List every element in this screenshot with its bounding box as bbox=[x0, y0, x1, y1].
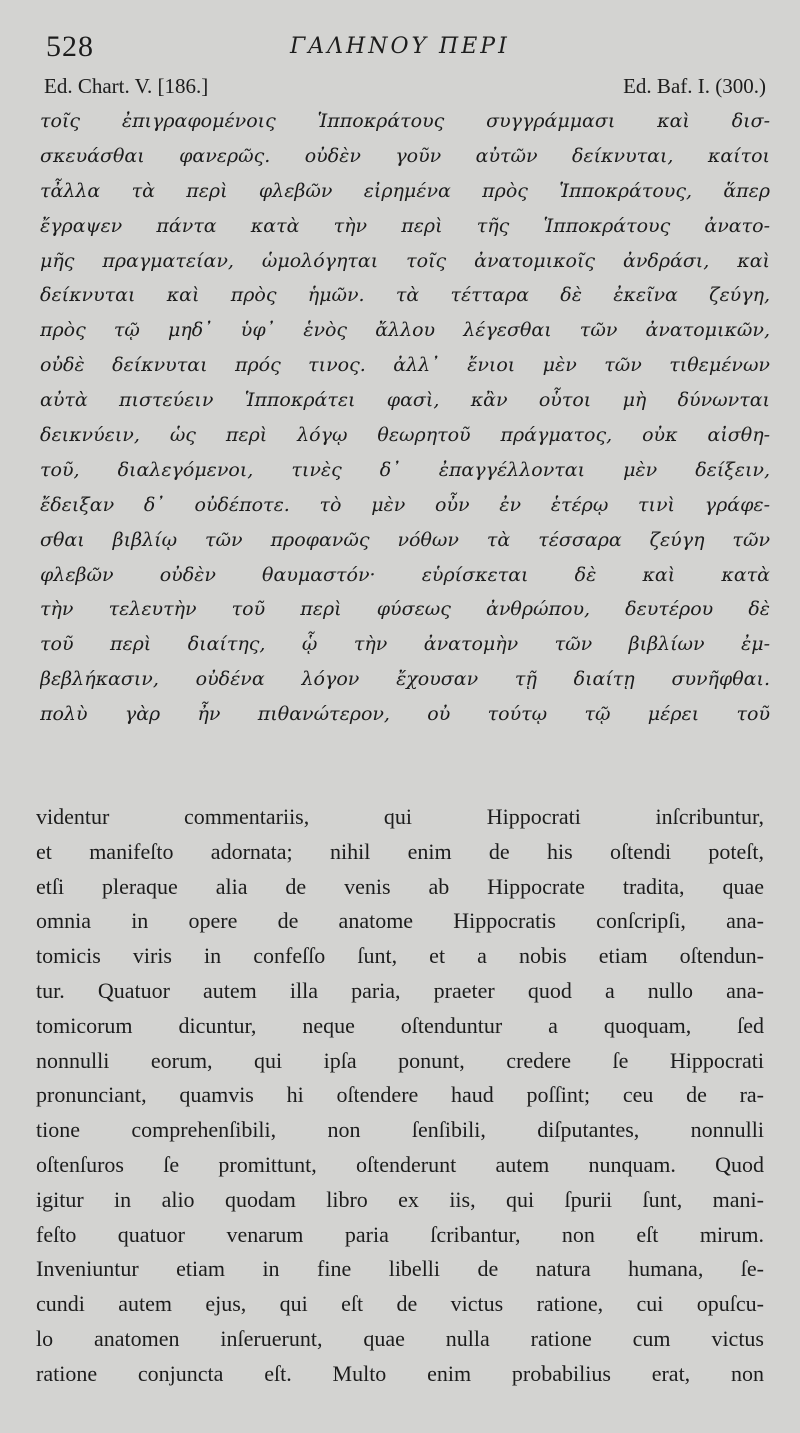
greek-line: οὐδὲ δείκνυται πρός τινος. ἀλλ᾿ ἔνιοι μὲν τῶν τιθεμένων bbox=[40, 354, 770, 377]
greek-line: τοῖς ἐπιγραφομένοις Ἱπποκράτους συγγράμμασι καὶ δισ- bbox=[40, 110, 770, 132]
latin-line: lo anatomen inſeruerunt, quae nulla ratione cum victus bbox=[36, 1325, 764, 1351]
latin-line: cundi autem ejus, qui eſt de victus ratione, cui opuſcu- bbox=[36, 1291, 764, 1317]
greek-line: τοῦ περὶ διαίτης, ᾧ τὴν ἀνατομὴν τῶν βιβλίων ἐμ- bbox=[40, 633, 770, 656]
page-number: 528 bbox=[46, 30, 94, 63]
greek-line: βεβλήκασιν, οὐδένα λόγον ἔχουσαν τῇ διαίτῃ συνῆφθαι. bbox=[40, 668, 770, 691]
greek-line: φλεβῶν οὐδὲν θαυμαστόν· εὑρίσκεται δὲ καὶ κατὰ bbox=[40, 563, 770, 586]
latin-line: tomicis viris in confeſſo ſunt, et a nobis etiam oſtendun- bbox=[36, 943, 764, 969]
latin-text bbox=[36, 800, 764, 1392]
greek-line: ἔδειξαν δ᾿ οὐδέποτε. τὸ μὲν οὖν ἐν ἑτέρῳ τινὶ γράφε- bbox=[40, 493, 770, 516]
latin-line: igitur in alio quodam libro ex iis, qui ſpurii ſunt, mani- bbox=[36, 1186, 764, 1212]
greek-line: αὐτὰ πιστεύειν Ἱπποκράτει φασὶ, κἂν οὗτοι μὴ δύνωνται bbox=[40, 389, 770, 412]
latin-line: tione comprehenſibili, non ſenſibili, diſputantes, nonnulli bbox=[36, 1117, 764, 1143]
edition-references bbox=[40, 74, 766, 102]
greek-line: τὴν τελευτὴν τοῦ περὶ φύσεως ἀνθρώπου, δευτέρου δὲ bbox=[40, 598, 770, 621]
latin-line: omnia in opere de anatome Hippocratis conſcripſi, ana- bbox=[36, 908, 764, 934]
running-head bbox=[40, 28, 770, 68]
latin-line: feſto quatuor venarum paria ſcribantur, non eſt mirum. bbox=[36, 1221, 764, 1247]
edition-basel: Ed. Baf. I. (300.) bbox=[623, 74, 766, 98]
greek-text bbox=[40, 104, 770, 732]
greek-line: μῆς πραγματείαν, ὡμολόγηται τοῖς ἀνατομικοῖς ἀνδράσι, καὶ bbox=[40, 249, 770, 272]
latin-line: oſtenſuros ſe promittunt, oſtenderunt autem nunquam. Quod bbox=[36, 1151, 764, 1177]
greek-line: πολὺ γὰρ ἦν πιθανώτερον, οὐ τούτῳ τῷ μέρει τοῦ bbox=[40, 703, 770, 726]
running-title: ΓΑΛΗΝΟΥ ΠΕΡΙ bbox=[290, 34, 510, 59]
greek-line: δείκνυται καὶ πρὸς ἡμῶν. τὰ τέτταρα δὲ ἐκεῖνα ζεύγη, bbox=[40, 284, 770, 307]
greek-line: σθαι βιβλίῳ τῶν προφανῶς νόθων τὰ τέσσαρα ζεύγη τῶν bbox=[40, 528, 770, 551]
greek-line: δεικνύειν, ὡς περὶ λόγῳ θεωρητοῦ πράγματος, οὐκ αἰσθη- bbox=[40, 424, 770, 447]
greek-line: σκευάσθαι φανερῶς. οὐδὲν γοῦν αὐτῶν δείκνυται, καίτοι bbox=[40, 144, 770, 167]
latin-line: Inveniuntur etiam in fine libelli de natura humana, ſe- bbox=[36, 1256, 764, 1282]
latin-line: ratione conjuncta eſt. Multo enim probabilius erat, non bbox=[36, 1360, 764, 1386]
edition-chartier: Ed. Chart. V. [186.] bbox=[44, 74, 209, 98]
greek-line: ἔγραψεν πάντα κατὰ τὴν περὶ τῆς Ἱπποκράτους ἀνατο- bbox=[40, 214, 770, 237]
latin-line: pronunciant, quamvis hi oſtendere haud poſſint; ceu de ra- bbox=[36, 1082, 764, 1108]
latin-line: et manifeſto adornata; nihil enim de his oſtendi poteſt, bbox=[36, 838, 764, 864]
latin-line: tomicorum dicuntur, neque oſtenduntur a quoquam, ſed bbox=[36, 1012, 764, 1038]
greek-line: τἆλλα τὰ περὶ φλεβῶν εἰρημένα πρὸς Ἱπποκράτους, ἅπερ bbox=[40, 179, 770, 202]
latin-line: tur. Quatuor autem illa paria, praeter quod a nullo ana- bbox=[36, 977, 764, 1003]
greek-line: τοῦ, διαλεγόμενοι, τινὲς δ᾿ ἐπαγγέλλονται μὲν δείξειν, bbox=[40, 458, 770, 481]
latin-line: etſi pleraque alia de venis ab Hippocrate tradita, quae bbox=[36, 873, 764, 899]
latin-line: videntur commentariis, qui Hippocrati inſcribuntur, bbox=[36, 804, 764, 829]
latin-line: nonnulli eorum, qui ipſa ponunt, credere ſe Hippocrati bbox=[36, 1047, 764, 1073]
greek-line: πρὸς τῷ μηδ᾿ ὑφ᾿ ἑνὸς ἄλλου λέγεσθαι τῶν ἀνατομικῶν, bbox=[40, 319, 770, 342]
